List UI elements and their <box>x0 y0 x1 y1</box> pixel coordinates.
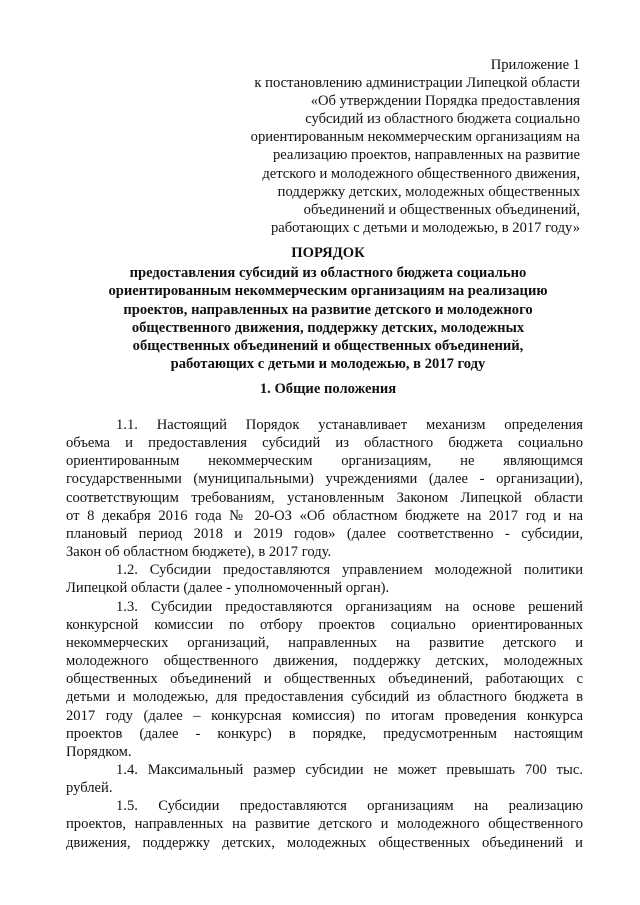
title-line: предоставления субсидий из областного бюджета социально <box>129 265 527 282</box>
paragraph-line: Липецкой области (далее - уполномоченный орган). <box>66 580 390 597</box>
paragraph-line: 1.2. Субсидии предоставляются управлением молодежной политики <box>116 562 583 579</box>
paragraph-line: объема и предоставления субсидий из областного бюджета социально <box>66 435 583 452</box>
appendix-line: работающих с детьми и молодежью, в 2017 году» <box>270 219 580 236</box>
section-heading: 1. Общие положения <box>259 381 397 397</box>
appendix-line: поддержку детских, молодежных общественных <box>277 183 580 200</box>
paragraph-line: 1.4. Максимальный размер субсидии не может превышать 700 тыс. <box>116 761 583 778</box>
appendix-line: Приложение 1 <box>490 57 580 73</box>
title-line: проектов, направленных на развитие детского и молодежного <box>123 301 533 318</box>
paragraph-line: от 8 декабря 2016 года № 20-ОЗ «Об областном бюджете на 2017 год и на <box>66 507 583 524</box>
paragraph-line: 1.3. Субсидии предоставляются организациям на основе решений <box>116 598 583 615</box>
paragraph-line: общественных объединений и общественных объединений, работающих с <box>66 671 583 688</box>
appendix-line: объединений и общественных объединений, <box>303 201 580 218</box>
document-title <box>66 244 590 373</box>
paragraph-line: молодежного общественного движения, поддержку детских, молодежных <box>66 653 583 670</box>
title-line: работающих с детьми и молодежью, в 2017 году <box>170 356 486 373</box>
paragraph-line: некоммерческих организаций, направленных на развитие детского и <box>66 634 583 651</box>
appendix-line: ориентированным некоммерческим организациям на <box>250 129 580 146</box>
appendix-line: реализацию проектов, направленных на развитие <box>272 147 580 164</box>
paragraph-line: 2017 году (далее – конкурсная комиссия) по итогам проведения конкурса <box>66 707 583 724</box>
paragraph-line: ориентированным некоммерческим организациям, не являющимся <box>66 453 583 470</box>
paragraph-line: проектов, направленных на развитие детского и молодежного общественного <box>66 816 583 833</box>
body-text <box>66 416 583 852</box>
paragraph-line: соответствующим требованиям, установленным Законом Липецкой области <box>66 489 583 506</box>
paragraph-line: конкурсной комиссии по отбору проектов социально ориентированных <box>66 616 583 633</box>
appendix-line: к постановлению администрации Липецкой области <box>254 75 580 92</box>
title-line: общественного движения, поддержку детских, молодежных <box>131 319 525 336</box>
paragraph-line: государственными (муниципальными) учреждениями (далее - организации), <box>66 471 583 488</box>
paragraph-line: движения, поддержку детских, молодежных общественных объединений и <box>66 834 583 851</box>
paragraph-line: 1.5. Субсидии предоставляются организациям на реализацию <box>116 798 583 815</box>
appendix-header <box>220 56 580 237</box>
title-line: ориентированным некоммерческим организациям на реализацию <box>108 283 548 300</box>
appendix-line: субсидий из областного бюджета социально <box>305 111 580 128</box>
title-main: ПОРЯДОК <box>291 245 365 261</box>
appendix-line: «Об утверждении Порядка предоставления <box>310 93 580 110</box>
paragraph-line: плановый период 2018 и 2019 годов» (далее соответственно - субсидии, <box>66 525 583 542</box>
appendix-line: детского и молодежного общественного движения, <box>262 165 580 182</box>
paragraph-line: рублей. <box>66 780 113 797</box>
paragraph-line: детьми и молодежью, для предоставления субсидий из областного бюджета в <box>66 689 583 706</box>
title-line: общественных объединений и общественных объединений, <box>132 338 524 355</box>
paragraph-line: проектов (далее - конкурс) в порядке, предусмотренным настоящим <box>66 725 583 742</box>
paragraph-line: Закон об областном бюджете), в 2017 году. <box>66 544 332 561</box>
paragraph-line: Порядком. <box>66 743 132 760</box>
paragraph-line: 1.1. Настоящий Порядок устанавливает механизм определения <box>116 417 583 433</box>
